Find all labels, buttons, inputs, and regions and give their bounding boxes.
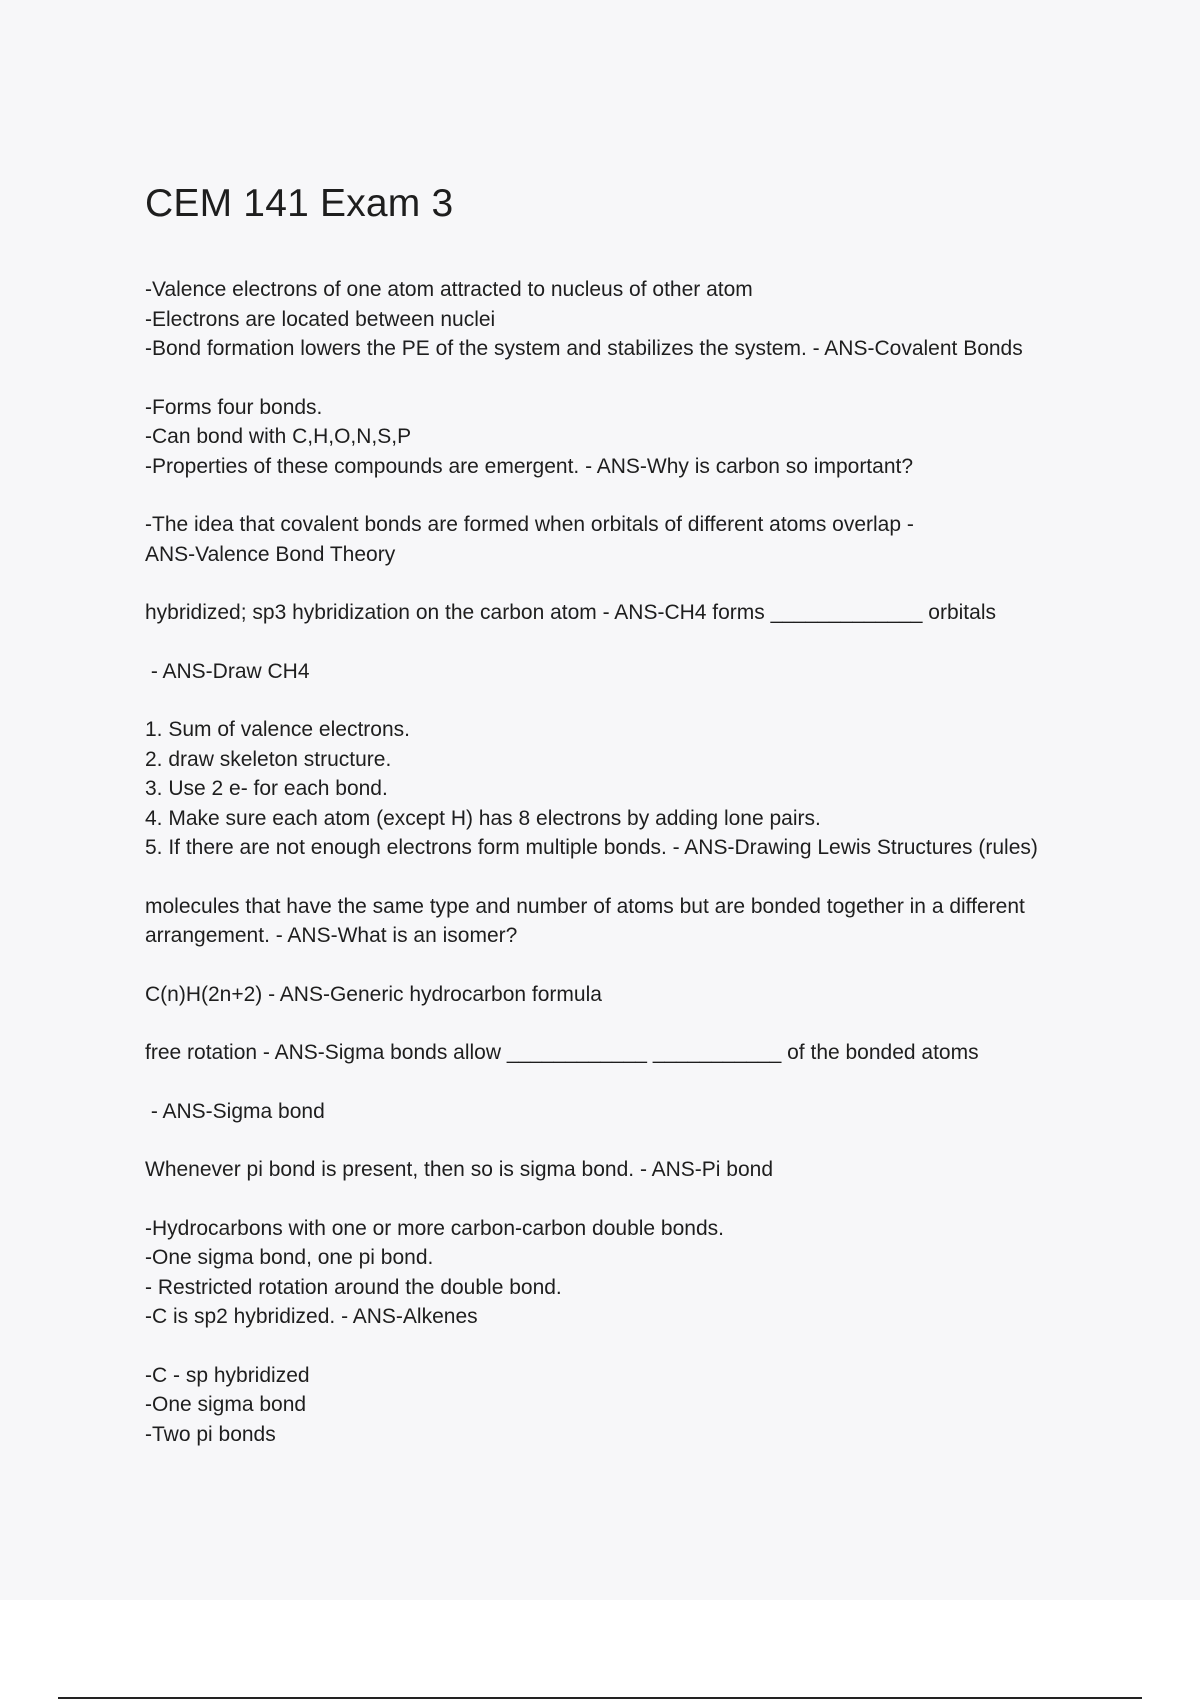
flashcard-line: 2. draw skeleton structure.: [145, 747, 392, 771]
flashcard-block: [145, 980, 1105, 1010]
flashcard-block: [145, 1038, 1105, 1068]
flashcard-line: ANS-Valence Bond Theory: [145, 542, 396, 566]
flashcard-line: molecules that have the same type and number of atoms but are bonded together in a different: [145, 894, 1025, 918]
flashcard-line: hybridized; sp3 hybridization on the carbon atom - ANS-CH4 forms _____________ orbitals: [145, 601, 996, 624]
flashcard-list: [145, 275, 1105, 1449]
flashcard-line: -The idea that covalent bonds are formed when orbitals of different atoms overlap -: [145, 513, 914, 536]
flashcard-line: C(n)H(2n+2) - ANS-Generic hydrocarbon formula: [145, 982, 602, 1006]
flashcard-line: arrangement. - ANS-What is an isomer?: [145, 924, 518, 947]
flashcard-block: [145, 1214, 1105, 1332]
footer-divider: [58, 1697, 1142, 1699]
flashcard-block: [145, 275, 1105, 364]
flashcard-line: 4. Make sure each atom (except H) has 8 electrons by adding lone pairs.: [145, 806, 821, 830]
flashcard-block: [145, 1155, 1105, 1185]
flashcard-line: - ANS-Draw CH4: [145, 659, 310, 683]
flashcard-line: -Valence electrons of one atom attracted to nucleus of other atom: [145, 278, 753, 301]
flashcard-block: [145, 1097, 1105, 1127]
flashcard-line: free rotation - ANS-Sigma bonds allow ____________ ___________ of the bonded atoms: [145, 1041, 979, 1064]
flashcard-line: -C is sp2 hybridized. - ANS-Alkenes: [145, 1305, 478, 1328]
flashcard-line: -Two pi bonds: [145, 1422, 276, 1446]
flashcard-line: -One sigma bond, one pi bond.: [145, 1246, 434, 1269]
flashcard-line: Whenever pi bond is present, then so is sigma bond. - ANS-Pi bond: [145, 1158, 774, 1181]
flashcard-line: -One sigma bond: [145, 1393, 307, 1416]
flashcard-line: -Electrons are located between nuclei: [145, 307, 496, 331]
flashcard-line: -Bond formation lowers the PE of the system and stabilizes the system. - ANS-Covalent Bonds: [145, 337, 1023, 360]
document-content: [145, 180, 1105, 1478]
flashcard-line: -Forms four bonds.: [145, 395, 323, 419]
flashcard-line: 3. Use 2 e- for each bond.: [145, 777, 388, 800]
flashcard-block: [145, 510, 1105, 569]
flashcard-block: [145, 393, 1105, 482]
flashcard-line: -Can bond with C,H,O,N,S,P: [145, 425, 412, 448]
flashcard-block: [145, 657, 1105, 687]
flashcard-line: -Properties of these compounds are emergent. - ANS-Why is carbon so important?: [145, 454, 914, 478]
flashcard-block: [145, 715, 1105, 863]
flashcard-line: 5. If there are not enough electrons form multiple bonds. - ANS-Drawing Lewis Structures (rules): [145, 836, 1038, 859]
flashcard-line: -Hydrocarbons with one or more carbon-carbon double bonds.: [145, 1216, 724, 1240]
flashcard-block: [145, 1361, 1105, 1450]
document-title: CEM 141 Exam 3: [145, 182, 454, 225]
flashcard-line: -C - sp hybridized: [145, 1363, 310, 1387]
flashcard-block: [145, 598, 1105, 628]
flashcard-block: [145, 892, 1105, 951]
flashcard-line: - ANS-Sigma bond: [145, 1099, 325, 1123]
flashcard-line: 1. Sum of valence electrons.: [145, 718, 410, 741]
flashcard-line: - Restricted rotation around the double bond.: [145, 1275, 562, 1299]
